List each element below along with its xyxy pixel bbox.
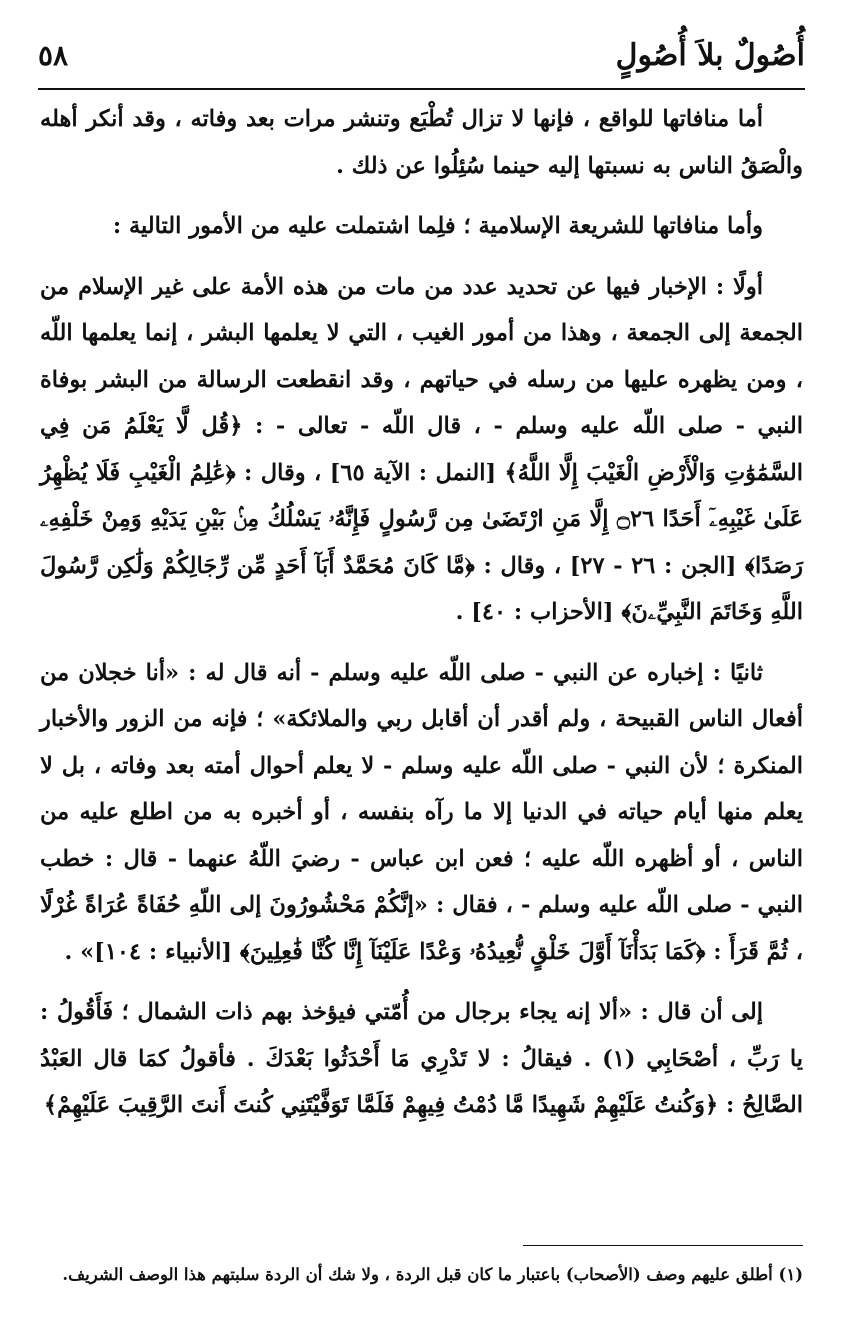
paragraph: وأما منافاتها للشريعة الإسلامية ؛ فلِما اشتملت عليه من الأمور التالية : <box>112 213 763 239</box>
paragraph: إلى أن قال : «ألا إنه يجاء برجال من أُمّتي فيؤخذ بهم ذات الشمال ؛ فَأَقُولُ : يا رَبِّ ، أصْحَابِي (١) . فيقالُ : لا تَدْرِي مَا أَحْدَثُوا بَعْدَكَ . فأقولُ كمَا قال العَبْدُ الصَّالِحُ : ﴿وَكُنتُ عَلَيْهِمْ شَهِيدًا مَّا دُمْتُ فِيهِمْ فَلَمَّا تَوَفَّيْتَنِي كُنتَ أَنتَ الرَّقِيبَ عَلَيْهِمْ﴾ <box>40 999 803 1118</box>
footnote-rule <box>523 1245 803 1246</box>
paragraph: أولًا : الإخبار فيها عن تحديد عدد من مات من هذه الأمة على غير الإسلام من الجمعة إلى الجمعة ، وهذا من أمور الغيب ، التي لا يعلمها البشر ، إنما يعلمها اللّه ، ومن يظهره عليها من رسله في حياتهم ، وقد انقطعت الرسالة من البشر بوفاة النبي - صلى اللّه عليه وسلم - ، قال اللّه - تعالى - : ﴿قُل لَّا يَعْلَمُ مَن فِي السَّمَٰوَٰتِ وَالْأَرْضِ الْغَيْبَ إِلَّا اللَّهُ﴾ [النمل : الآية ٦٥] ، وقال : ﴿عَٰلِمُ الْغَيْبِ فَلَا يُظْهِرُ عَلَىٰ غَيْبِهِۦٓ أَحَدًا ۝٢٦ إِلَّا مَنِ ارْتَضَىٰ مِن رَّسُولٍ فَإِنَّهُۥ يَسْلُكُ مِنۢ بَيْنِ يَدَيْهِ وَمِنْ خَلْفِهِۦ رَصَدًا﴾ [الجن : ٢٦ - ٢٧] ، وقال : ﴿مَّا كَانَ مُحَمَّدٌ أَبَآ أَحَدٍ مِّن رِّجَالِكُمْ وَلَٰكِن رَّسُولَ اللَّهِ وَخَاتَمَ النَّبِيِّۦنَ﴾ [الأحزاب : ٤٠] . <box>40 273 803 625</box>
paragraph: أما منافاتها للواقع ، فإنها لا تزال تُطْبَع وتنشر مرات بعد وفاته ، وقد أنكر أهله والْصَقُ الناس به نسبتها إليه حينما سُئِلُوا عن ذلك . <box>40 106 803 179</box>
header-rule <box>38 88 805 90</box>
book-title: أُصُولٌ بلاَ أُصُولٍ <box>615 37 805 73</box>
paragraph: ثانيًا : إخباره عن النبي - صلى اللّه عليه وسلم - أنه قال له : «أنا خجلان من أفعال الناس القبيحة ، ولم أقدر أن أقابل ربي والملائكة» ؛ فإنه من الزور والأخبار المنكرة ؛ لأن النبي - صلى اللّه عليه وسلم - لا يعلم أحوال أمته بعد وفاته ، بل لا يعلم منها أيام حياته في الدنيا إلا ما رآه بنفسه ، أو أخبره به من اطلع عليه من الناس ، أو أظهره اللّه عليه ؛ فعن ابن عباس - رضيَ اللّهُ عنهما - قال : خطب النبي - صلى اللّه عليه وسلم - ، فقال : «إنَّكُمْ مَحْشُورُونَ إلى اللّهِ حُفَاةً عُرَاةً غُرْلًا ، ثُمَّ قَرَأَ : ﴿كَمَا بَدَأْنَآ أَوَّلَ خَلْقٍ نُّعِيدُهُۥ وَعْدًا عَلَيْنَآ إِنَّا كُنَّا فَٰعِلِينَ﴾ [الأنبياء : ١٠٤]» . <box>40 659 803 965</box>
page-number: ٥٨ <box>38 38 69 72</box>
page-body <box>40 96 803 1143</box>
page-header <box>38 30 805 80</box>
footnote: (١) أطلق عليهم وصف (الأصحاب) باعتبار ما كان قبل الردة ، ولا شك أن الردة سلبتهم هذا الوصف الشريف. <box>62 1265 803 1284</box>
